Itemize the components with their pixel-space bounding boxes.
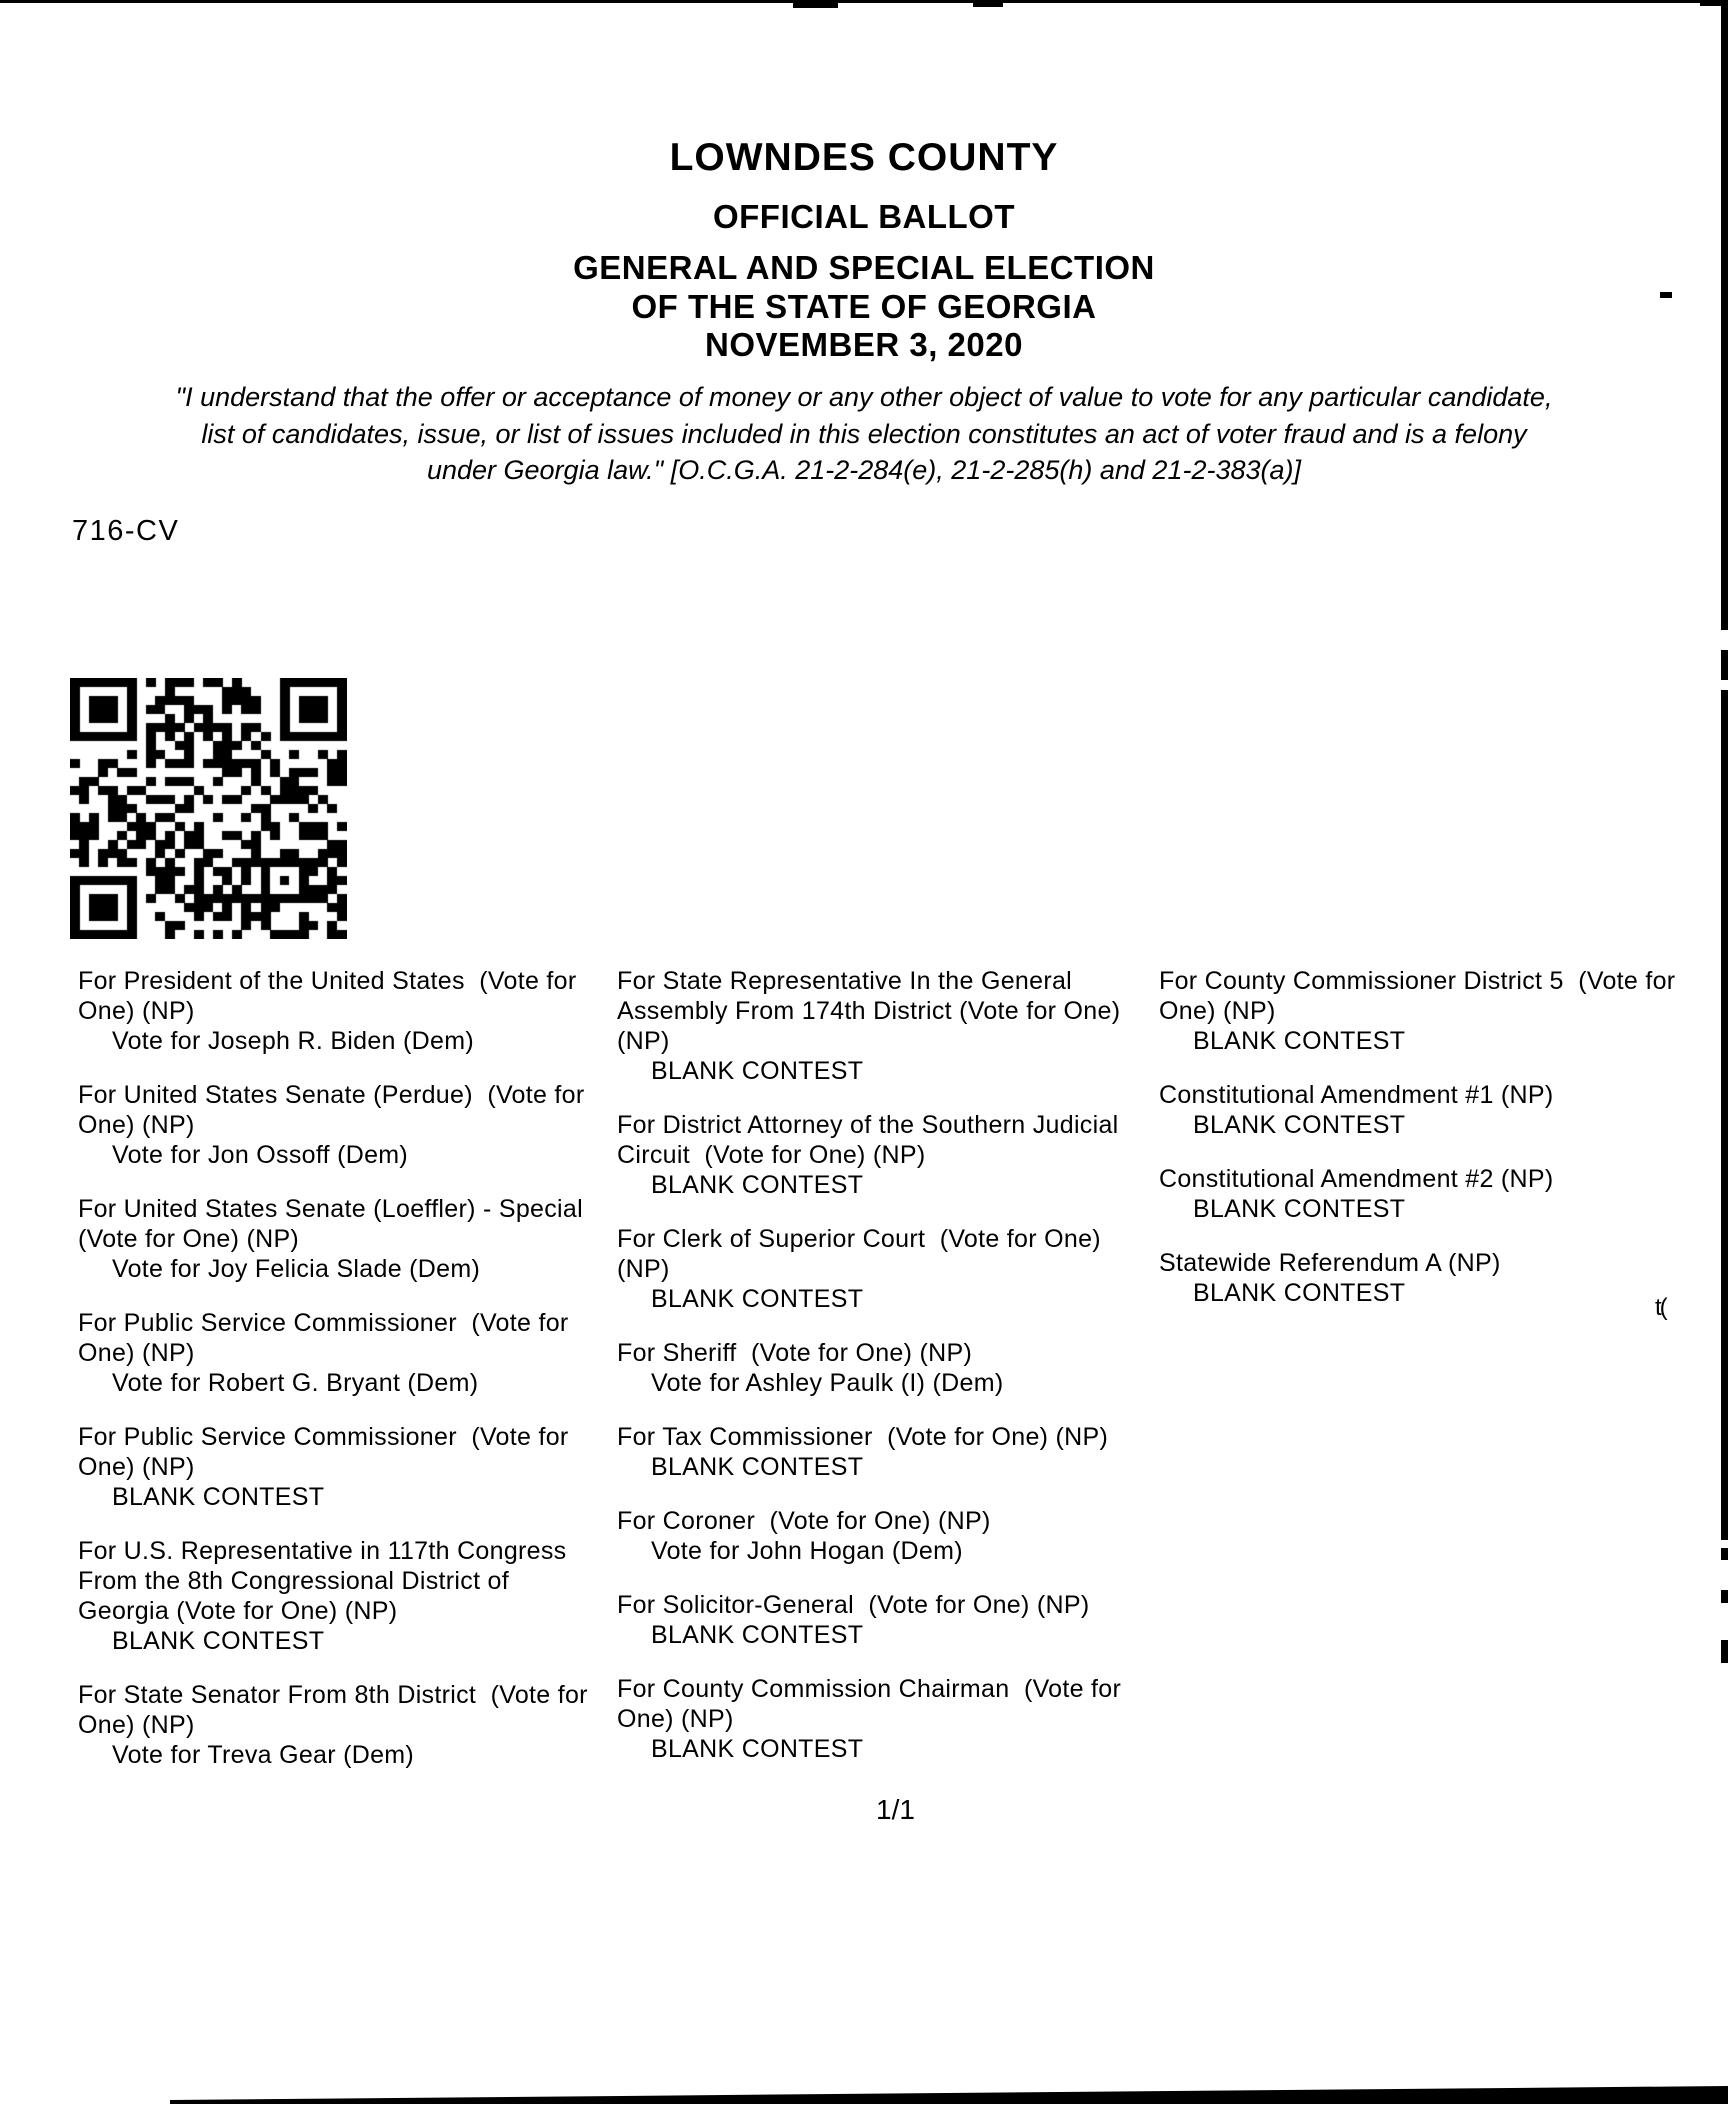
scan-artifact-right-bar xyxy=(1721,0,1728,630)
contest-selection: Vote for Treva Gear (Dem) xyxy=(112,1741,415,1769)
scan-artifact-dash xyxy=(793,3,838,8)
contest-title: For United States Senate (Perdue) (Vote for One) (NP) xyxy=(78,1081,592,1139)
scan-artifact-dash xyxy=(1700,1,1722,6)
contest-title: For United States Senate (Loeffler) - Special (Vote for One) (NP) xyxy=(78,1195,598,1253)
election-title-line: OF THE STATE OF GEORGIA xyxy=(631,287,1097,325)
contest-block xyxy=(1159,1248,1691,1308)
ballot-column-1 xyxy=(78,966,598,1794)
contest-title: For County Commission Chairman (Vote for One) (NP) xyxy=(617,1675,1129,1733)
contest-title: Statewide Referendum A (NP) xyxy=(1159,1249,1501,1277)
disclaimer-line: list of candidates, issue, or list of issues included in this election constitutes an act of voter fraud and is a felony xyxy=(201,418,1527,449)
contest-block xyxy=(617,1506,1131,1566)
contest-block xyxy=(1159,1080,1691,1140)
contest-title: For Sheriff (Vote for One) (NP) xyxy=(617,1339,973,1367)
contest-block xyxy=(78,1680,596,1770)
scan-artifact-right-bar xyxy=(1721,690,1728,1540)
scan-artifact-dash xyxy=(973,2,1003,7)
contest-selection: BLANK CONTEST xyxy=(112,1483,325,1511)
contest-title: For Clerk of Superior Court (Vote for One) (NP) xyxy=(617,1225,1109,1283)
contest-title: For Solicitor-General (Vote for One) (NP) xyxy=(617,1591,1090,1619)
contest-title: For District Attorney of the Southern Judicial Circuit (Vote for One) (NP) xyxy=(617,1111,1126,1169)
scan-artifact-right-bar xyxy=(1721,1548,1728,1560)
contest-selection: BLANK CONTEST xyxy=(651,1057,864,1085)
contest-selection: BLANK CONTEST xyxy=(1193,1027,1406,1055)
disclaimer-line: "I understand that the offer or acceptance of money or any other object of value to vote for any particular candidate, xyxy=(175,382,1553,412)
contest-block xyxy=(78,1194,598,1284)
ballot-column-2 xyxy=(617,966,1131,1788)
contest-selection: BLANK CONTEST xyxy=(651,1285,864,1313)
page-number: 1/1 xyxy=(876,1794,915,1825)
scan-artifact-top-line xyxy=(0,0,1728,3)
contest-title: For Public Service Commissioner (Vote for One) (NP) xyxy=(78,1309,576,1367)
qr-code xyxy=(70,678,347,939)
contest-block xyxy=(78,1422,592,1512)
contest-selection: BLANK CONTEST xyxy=(651,1735,864,1763)
election-title-line: GENERAL AND SPECIAL ELECTION xyxy=(573,249,1155,286)
contest-title: Constitutional Amendment #2 (NP) xyxy=(1159,1165,1554,1193)
scan-artifact-bottom-strip xyxy=(0,2080,1728,2104)
contest-selection: BLANK CONTEST xyxy=(651,1453,864,1481)
contest-block xyxy=(617,1590,1131,1650)
election-date: NOVEMBER 3, 2020 xyxy=(705,326,1023,363)
contest-title: For State Representative In the General Assembly From 174th District (Vote for One) (NP) xyxy=(617,967,1128,1055)
scan-artifact-right-bar xyxy=(1721,1590,1728,1603)
contest-selection: Vote for Joy Felicia Slade (Dem) xyxy=(112,1255,481,1283)
scan-artifact-right-bar xyxy=(1721,1640,1728,1663)
contest-selection: BLANK CONTEST xyxy=(1193,1111,1406,1139)
contest-block xyxy=(1159,1164,1691,1224)
contest-block xyxy=(78,1308,592,1398)
contest-title: Constitutional Amendment #1 (NP) xyxy=(1159,1081,1554,1109)
contest-selection: BLANK CONTEST xyxy=(651,1621,864,1649)
contest-selection: BLANK CONTEST xyxy=(1193,1195,1406,1223)
contest-selection: BLANK CONTEST xyxy=(651,1171,864,1199)
contest-title: For Coroner (Vote for One) (NP) xyxy=(617,1507,991,1535)
contest-block xyxy=(78,1536,592,1656)
contest-title: For Tax Commissioner (Vote for One) (NP) xyxy=(617,1423,1109,1451)
disclaimer-line: under Georgia law." [O.C.G.A. 21-2-284(e), 21-2-285(h) and 21-2-383(a)] xyxy=(426,455,1302,485)
contest-selection: Vote for Ashley Paulk (I) (Dem) xyxy=(651,1369,1004,1397)
contest-block xyxy=(1159,966,1691,1056)
contest-title: For State Senator From 8th District (Vote for One) (NP) xyxy=(78,1681,596,1739)
county-title: LOWNDES COUNTY xyxy=(669,136,1059,179)
official-ballot-title: OFFICIAL BALLOT xyxy=(712,198,1016,235)
contest-block xyxy=(617,1674,1131,1764)
contest-selection: Vote for Robert G. Bryant (Dem) xyxy=(112,1369,479,1397)
contest-block xyxy=(617,1338,1131,1398)
contest-selection: BLANK CONTEST xyxy=(1193,1279,1406,1307)
contest-title: For Public Service Commissioner (Vote for One) (NP) xyxy=(78,1423,576,1481)
contest-block xyxy=(78,966,592,1056)
contest-block xyxy=(617,966,1131,1086)
contest-selection: Vote for Jon Ossoff (Dem) xyxy=(112,1141,409,1169)
contest-block xyxy=(617,1110,1131,1200)
contest-title: For County Commissioner District 5 (Vote for One) (NP) xyxy=(1159,967,1683,1025)
scan-artifact-text-fragment: t( xyxy=(1655,1294,1666,1321)
contest-block xyxy=(617,1422,1131,1482)
voter-fraud-disclaimer xyxy=(0,379,1728,489)
contest-block xyxy=(78,1080,592,1170)
ballot-style-code: 716-CV xyxy=(72,515,180,547)
contest-title: For President of the United States (Vote for One) (NP) xyxy=(78,967,584,1025)
contest-selection: BLANK CONTEST xyxy=(112,1627,325,1655)
contest-selection: Vote for Joseph R. Biden (Dem) xyxy=(112,1027,474,1055)
contest-selection: Vote for John Hogan (Dem) xyxy=(651,1537,963,1565)
contest-block xyxy=(617,1224,1131,1314)
contest-title: For U.S. Representative in 117th Congress From the 8th Congressional District of Georgia (Vote for One) (NP) xyxy=(78,1537,574,1625)
ballot-column-3 xyxy=(1159,966,1691,1332)
scan-artifact-right-bar xyxy=(1721,650,1728,680)
election-title-block xyxy=(0,249,1728,365)
